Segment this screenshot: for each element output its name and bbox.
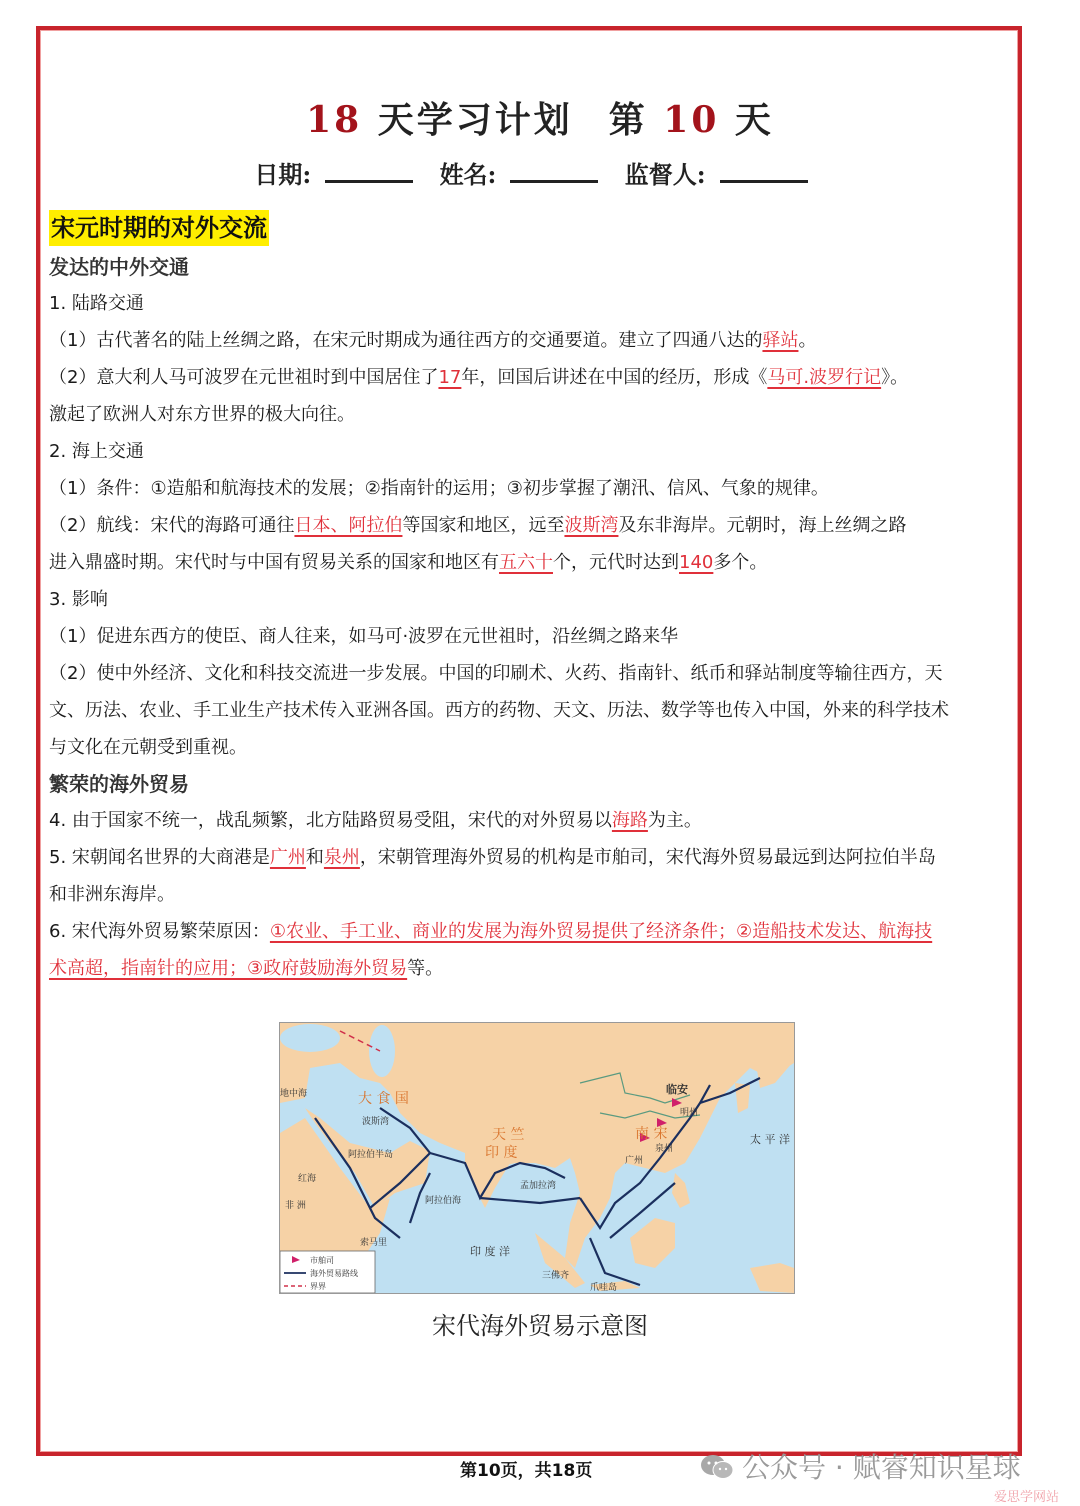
label-guangzhou: 广州 <box>625 1156 644 1166</box>
land-item-1: （1）古代著名的陆上丝绸之路，在宋元时期成为通往西方的交通要道。建立了四通八达的驿站。 <box>49 330 817 351</box>
label-persian-gulf: 波斯湾 <box>362 1117 390 1127</box>
impact-item-2: （2）使中外经济、文化和科技交流进一步发展。中国的印刷术、火药、指南针、纸币和驿站制度等输往西方，天 <box>49 663 943 684</box>
name-blank[interactable] <box>510 158 598 183</box>
label-tianzhu: 天 竺 <box>492 1127 525 1143</box>
label-pacific: 太 平 洋 <box>750 1133 790 1146</box>
label-mediterranean: 地中海 <box>280 1089 308 1099</box>
impact-title: 3. 影响 <box>49 589 108 610</box>
answer: 广州 <box>269 847 306 868</box>
trade-map-svg <box>280 1023 794 1293</box>
sea-item-1: （1）条件：①造船和航海技术的发展；②指南针的运用；③初步掌握了潮汛、信风、气象的规律。 <box>49 478 829 499</box>
impact-item-2-cont: 文、历法、农业、手工业生产技术传入亚洲各国。西方的药物、天文、历法、数学等也传入中国，外来的科学技术 <box>49 700 949 721</box>
label-java: 爪哇岛 <box>590 1283 618 1293</box>
legend-shibosi: 市舶司 <box>310 1256 334 1265</box>
item-5: 5. 宋朝闻名世界的大商港是广州和泉州，宋朝管理海外贸易的机构是市舶司，宋代海外贸易最远到达阿拉伯半岛 <box>49 847 936 868</box>
sea-item-2-cont: 进入鼎盛时期。宋代时与中国有贸易关系的国家和地区有五六十个，元代时达到140多个。 <box>49 552 768 573</box>
sea-title: 2. 海上交通 <box>49 441 144 462</box>
watermark <box>700 1446 1021 1486</box>
label-arabian-sea: 阿拉伯海 <box>425 1196 462 1206</box>
answer: 术高超，指南针的应用；③政府鼓励海外贸易 <box>49 958 408 979</box>
caspian-sea <box>369 1025 395 1077</box>
label-linan: 临安 <box>666 1083 688 1096</box>
section-heading: 宋元时期的对外交流 <box>49 210 269 246</box>
label-arabia: 阿拉伯半岛 <box>348 1150 394 1160</box>
page-title <box>0 92 1080 143</box>
answer: 马可.波罗行记 <box>767 367 882 388</box>
item-5-cont: 和非洲东海岸。 <box>49 884 175 905</box>
label-quanzhou: 泉州 <box>655 1144 674 1154</box>
watermark-text: 公众号 · 赋睿知识星球 <box>742 1451 1021 1484</box>
land-title: 1. 陆路交通 <box>49 293 144 314</box>
answer: 17 <box>438 367 462 388</box>
label-sanfoqi: 三佛齐 <box>542 1271 570 1281</box>
info-fields <box>0 155 1080 190</box>
answer: 五六十 <box>499 552 553 573</box>
trade-map <box>279 1022 795 1294</box>
legend-route: 海外贸易路线 <box>310 1269 358 1278</box>
map-caption: 宋代海外贸易示意图 <box>432 1312 648 1340</box>
item-6-cont: 术高超，指南针的应用；③政府鼓励海外贸易等。 <box>49 958 444 979</box>
supervisor-label: 监督人: <box>624 160 706 189</box>
answer: 日本、阿拉伯 <box>294 515 403 536</box>
title-text-2: 第 <box>608 99 664 141</box>
wechat-icon <box>700 1454 734 1480</box>
answer: 驿站 <box>762 330 799 351</box>
title-text: 天学习计划 <box>362 99 573 141</box>
site-watermark: 爱思学网站 <box>994 1490 1060 1505</box>
answer: ①农业、手工业、商业的发展为海外贸易提供了经济条件；②造船技术发达、航海技 <box>269 921 933 942</box>
answer: 海路 <box>611 810 648 831</box>
label-nansong: 南 宋 <box>635 1126 668 1142</box>
impact-item-2-end: 与文化在元朝受到重视。 <box>49 737 247 758</box>
impact-item-1: （1）促进东西方的使臣、商人往来，如马可·波罗在元世祖时，沿丝绸之路来华 <box>49 626 679 647</box>
label-indian-ocean: 印 度 洋 <box>470 1245 510 1258</box>
label-somalia: 索马里 <box>360 1238 388 1248</box>
sea-item-2: （2）航线：宋代的海路可通往日本、阿拉伯等国家和地区，远至波斯湾及东非海岸。元朝时，海上丝绸之路 <box>49 515 907 536</box>
label-dashi: 大 食 国 <box>358 1091 409 1107</box>
land-item-2: （2）意大利人马可波罗在元世祖时到中国居住了17年，回国后讲述在中国的经历，形成《马可.波罗行记》。 <box>49 367 909 388</box>
label-mingzhou: 明州 <box>680 1108 699 1118</box>
label-bay-bengal: 孟加拉湾 <box>520 1181 557 1191</box>
label-africa: 非 洲 <box>285 1201 306 1211</box>
item-6: 6. 宋代海外贸易繁荣原因：①农业、手工业、商业的发展为海外贸易提供了经济条件；②造船技术发达、航海技 <box>49 921 933 942</box>
supervisor-blank[interactable] <box>720 158 808 183</box>
title-day-count: 18 <box>306 99 363 141</box>
subheading-trade: 繁荣的海外贸易 <box>49 772 189 796</box>
map-legend <box>280 1251 375 1293</box>
label-yindu: 印 度 <box>485 1145 518 1161</box>
date-blank[interactable] <box>325 158 413 183</box>
legend-border: 界界 <box>310 1282 326 1291</box>
land-item-2-cont: 激起了欧洲人对东方世界的极大向往。 <box>49 404 355 425</box>
black-sea <box>280 1024 340 1052</box>
answer: 140 <box>679 552 714 573</box>
subheading-transport: 发达的中外交通 <box>49 255 189 279</box>
content <box>49 210 1019 987</box>
answer: 波斯湾 <box>564 515 619 536</box>
date-label: 日期: <box>254 160 312 189</box>
label-redsea: 红海 <box>298 1174 317 1184</box>
title-text-3: 天 <box>719 99 774 141</box>
title-day-number: 10 <box>663 99 720 141</box>
answer: 泉州 <box>323 847 360 868</box>
item-4: 4. 由于国家不统一，战乱频繁，北方陆路贸易受阻，宋代的对外贸易以海路为主。 <box>49 810 702 831</box>
page-number: 第10页，共18页 <box>460 1461 593 1481</box>
name-label: 姓名: <box>439 160 497 189</box>
